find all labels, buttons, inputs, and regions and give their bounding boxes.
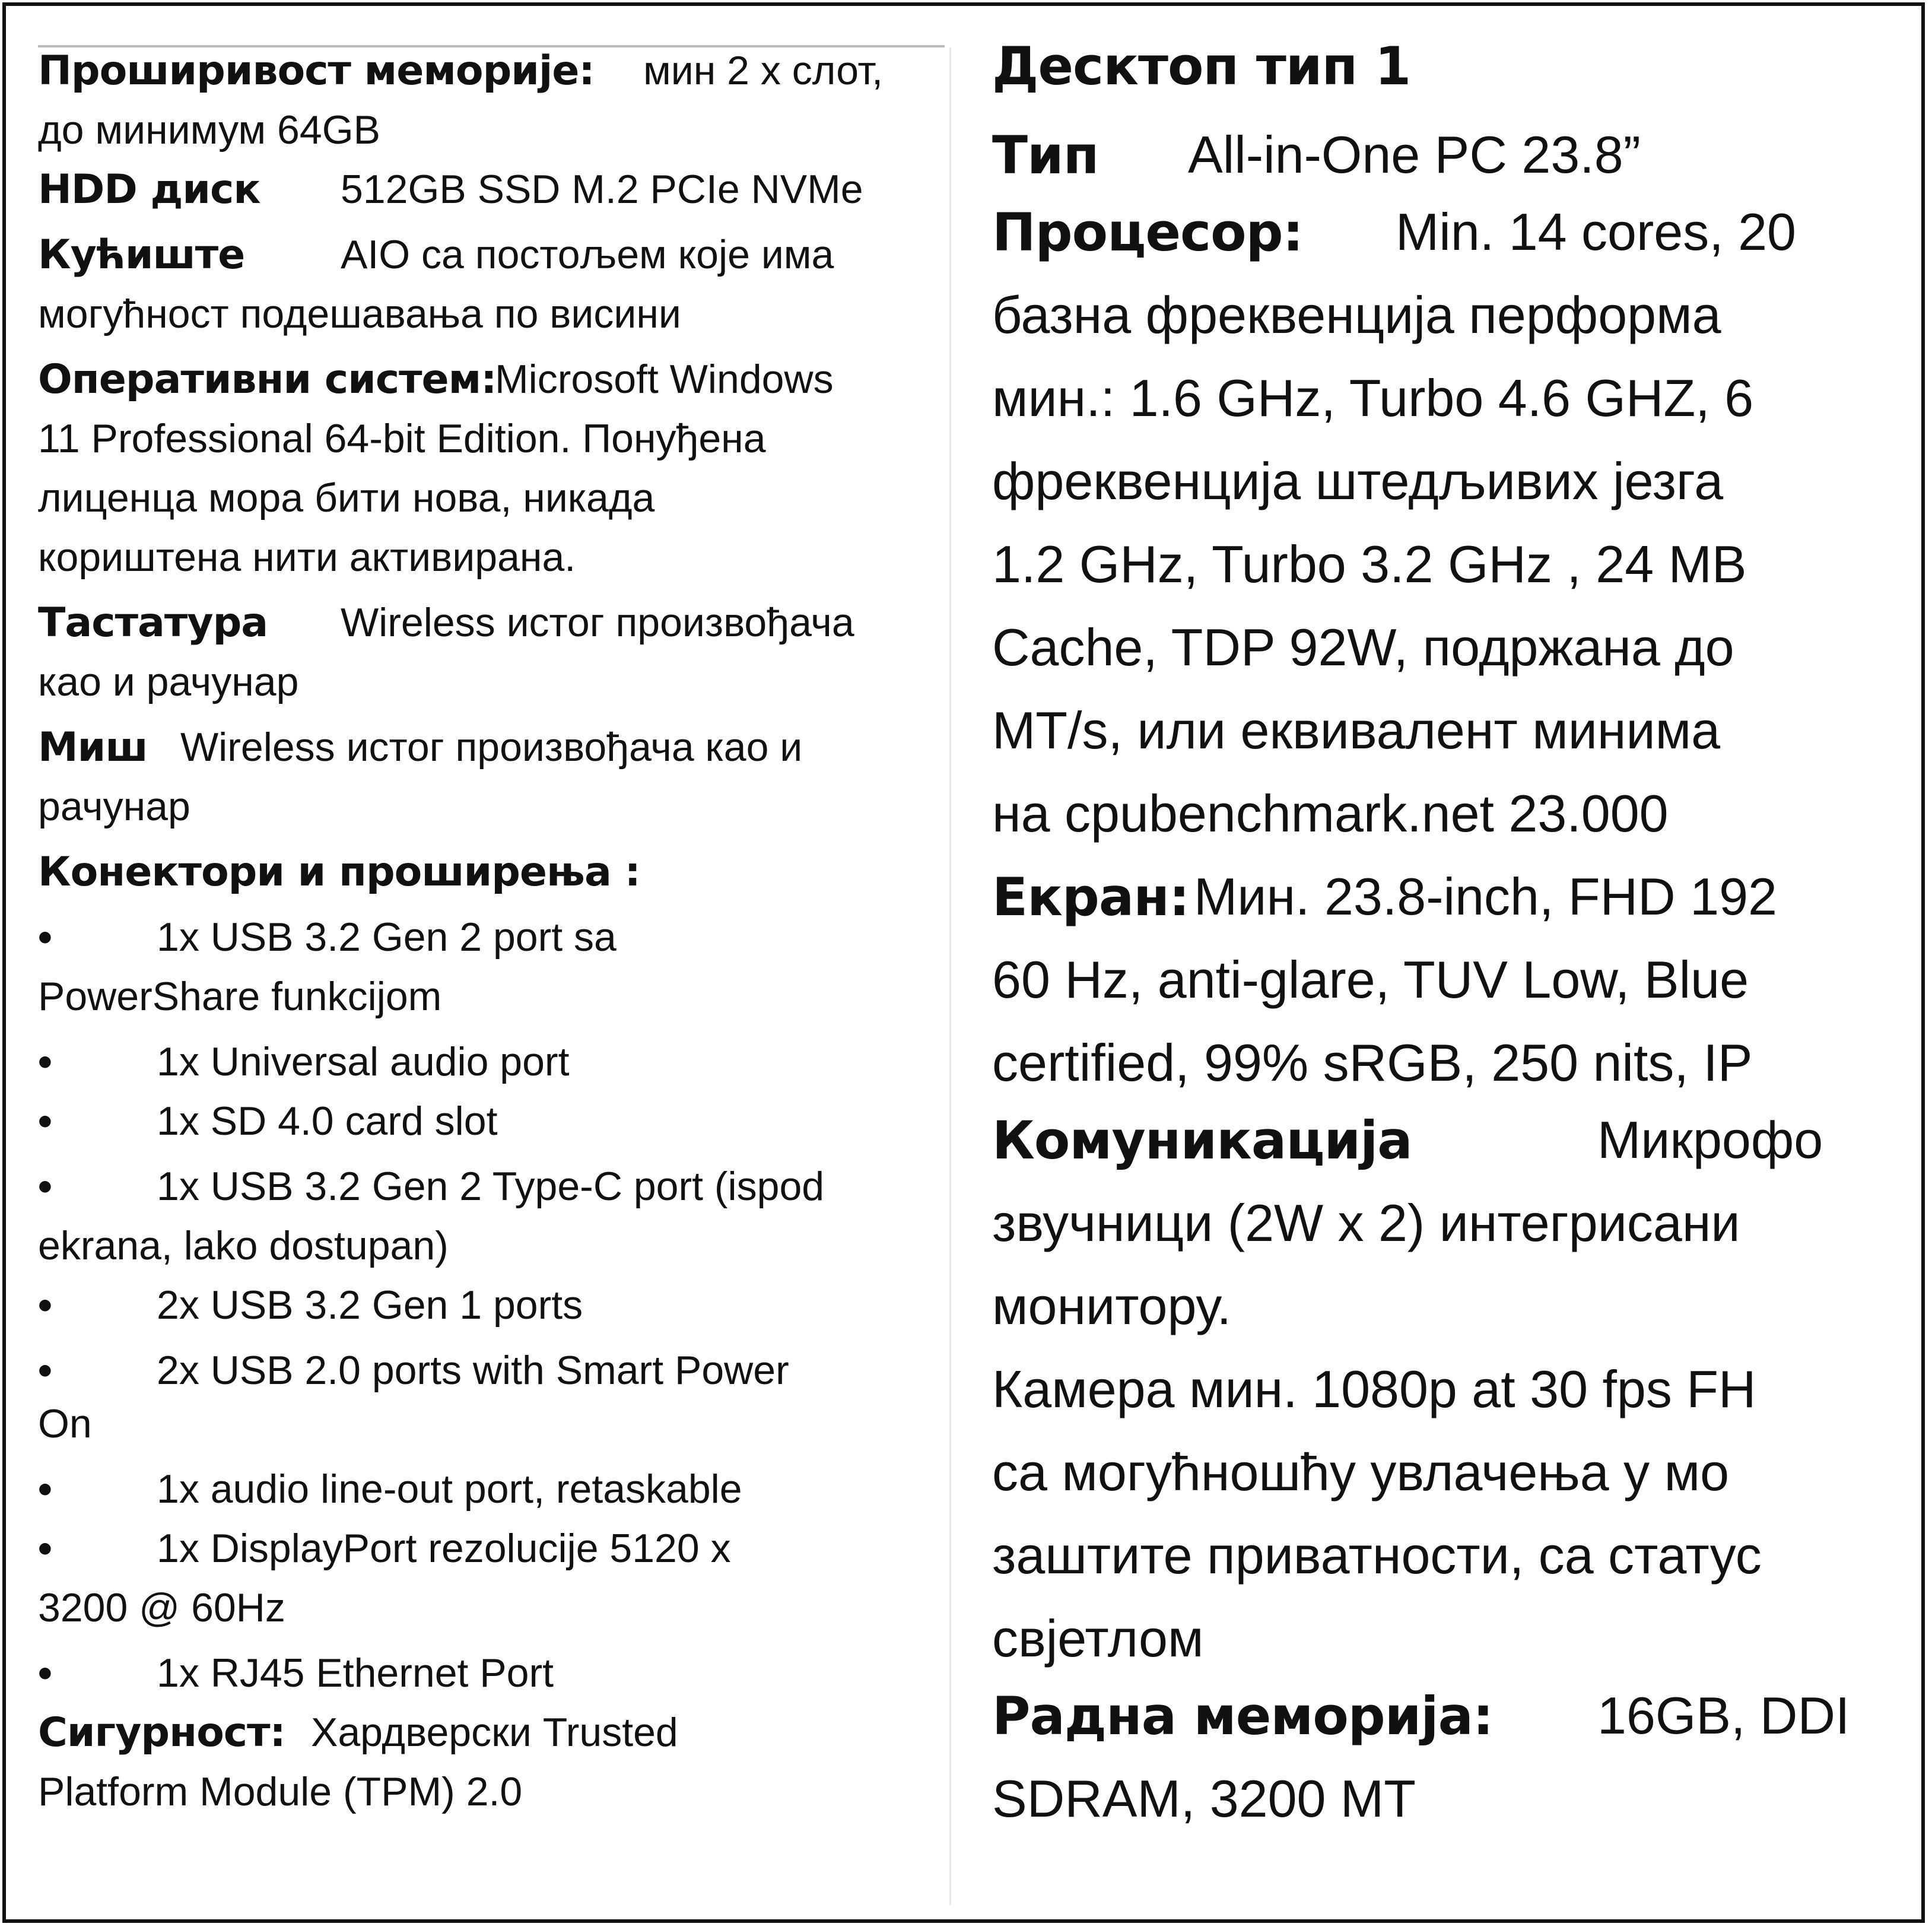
spec-label: HDD диск	[38, 166, 260, 213]
spec-line	[38, 231, 834, 288]
spec-text: звучници (2W x 2) интегрисани	[992, 1193, 1740, 1252]
bullet-icon: •	[38, 1348, 52, 1393]
spec-text: 2x USB 2.0 ports with Smart Power	[157, 1348, 789, 1393]
spec-text: лиценца мора бити нова, никада	[38, 475, 655, 520]
spec-label: Кућиште	[38, 231, 245, 278]
spec-line	[38, 599, 854, 656]
left-spec-column	[38, 47, 945, 1899]
spec-line	[38, 724, 803, 781]
spec-line	[992, 36, 1410, 113]
spec-label: Тастатура	[38, 599, 268, 646]
spec-line	[38, 475, 654, 532]
spec-text: на cpubenchmark.net 23.000	[992, 784, 1669, 843]
spec-line	[38, 849, 640, 906]
spec-line	[38, 914, 617, 971]
spec-line	[992, 1359, 1756, 1436]
spec-line	[992, 1110, 1823, 1187]
bullet-icon: •	[38, 1466, 52, 1512]
spec-line	[38, 973, 441, 1030]
spec-line	[992, 1193, 1740, 1270]
spec-text: Wireless истог произвођача као и	[180, 725, 803, 770]
spec-text: Platform Module (TPM) 2.0	[38, 1769, 523, 1814]
bullet-icon: •	[38, 1526, 52, 1571]
spec-label: Процесор:	[992, 202, 1303, 263]
spec-line	[38, 1466, 742, 1523]
spec-line	[992, 1276, 1231, 1353]
spec-text: мин 2 х слот,	[643, 48, 884, 93]
spec-line	[992, 1033, 1752, 1110]
spec-line	[38, 1223, 449, 1280]
bullet-icon: •	[38, 1039, 52, 1084]
spec-line	[38, 107, 380, 164]
spec-text: 16GB, DDI	[1597, 1686, 1850, 1745]
bullet-icon: •	[38, 1099, 52, 1144]
spec-line	[38, 356, 834, 413]
spec-text: Хардверски Trusted	[311, 1710, 678, 1755]
spec-text: монитору.	[992, 1277, 1232, 1335]
spec-line	[38, 659, 298, 716]
spec-line	[38, 1282, 583, 1339]
spec-text: мин.: 1.6 GHz, Turbo 4.6 GHZ, 6	[992, 369, 1754, 427]
spec-text: са могућношћу увлачења у мо	[992, 1443, 1730, 1502]
spec-text: до минимум 64GB	[38, 107, 380, 153]
spec-line	[992, 950, 1749, 1027]
spec-label: Десктоп тип 1	[992, 36, 1411, 97]
spec-line	[992, 783, 1669, 861]
spec-text: као и рачунар	[38, 659, 299, 704]
spec-text: 1x Universal audio port	[157, 1039, 570, 1084]
spec-text: 1x RJ45 Ethernet Port	[157, 1650, 554, 1696]
spec-text: 1.2 GHz, Turbo 3.2 GHz , 24 MB	[992, 535, 1747, 593]
spec-text: AIO са постољем које има	[341, 232, 834, 277]
spec-line	[38, 534, 576, 591]
scan-column-divider	[949, 47, 951, 1905]
spec-label: Проширивост меморије:	[38, 47, 595, 94]
spec-label: Оперативни систем:	[38, 356, 497, 403]
spec-text: кориштена нити активирана.	[38, 535, 576, 580]
spec-line	[992, 866, 1777, 944]
spec-line	[38, 1347, 789, 1404]
bullet-icon: •	[38, 915, 52, 960]
spec-text: фреквенција штедљивих језга	[992, 452, 1724, 510]
spec-text: заштите приватности, са статус	[992, 1526, 1762, 1585]
spec-text: могућност подешавања по висини	[38, 291, 681, 337]
bullet-icon: •	[38, 1164, 52, 1209]
spec-line	[38, 291, 681, 348]
spec-line	[38, 1585, 285, 1642]
spec-line	[38, 1098, 498, 1155]
spec-line	[992, 700, 1720, 777]
spec-text: Мин. 23.8-inch, FHD 192	[1194, 867, 1777, 926]
spec-line	[992, 1769, 1416, 1846]
spec-text: Микрофо	[1597, 1110, 1823, 1169]
bullet-icon: •	[38, 1650, 52, 1696]
spec-line	[992, 1525, 1762, 1602]
spec-text: 1x USB 3.2 Gen 2 port sa	[157, 915, 617, 960]
spec-line	[992, 285, 1721, 362]
spec-text: 11 Professional 64-bit Edition. Понуђена	[38, 416, 766, 461]
spec-line	[38, 1163, 825, 1220]
spec-label: Радна меморија:	[992, 1685, 1494, 1747]
spec-text: 1x audio line-out port, retaskable	[157, 1466, 742, 1512]
spec-text: Wireless истог произвођача	[341, 600, 854, 645]
spec-line	[38, 1709, 678, 1766]
right-spec-column	[992, 36, 1895, 1899]
spec-line	[38, 783, 190, 840]
spec-label: Миш	[38, 724, 148, 771]
spec-text: MT/s, или еквивалент минима	[992, 701, 1721, 760]
spec-line	[38, 1769, 522, 1826]
spec-label: Тип	[992, 125, 1099, 186]
spec-text: All-in-One PC 23.8”	[1188, 125, 1641, 184]
spec-line	[38, 1401, 92, 1458]
spec-line	[38, 47, 884, 104]
spec-line	[38, 415, 766, 472]
spec-line	[992, 617, 1734, 694]
spec-text: свјетлом	[992, 1609, 1204, 1668]
spec-label: Екран:	[992, 866, 1190, 928]
spec-text: Microsoft Windows	[495, 357, 834, 402]
spec-label: Комуникација	[992, 1110, 1412, 1171]
spec-line	[38, 1039, 570, 1096]
spec-text: Cache, TDP 92W, подржана до	[992, 618, 1734, 677]
spec-text: 1x SD 4.0 card slot	[157, 1099, 498, 1144]
spec-line	[992, 1442, 1729, 1519]
spec-line	[992, 1608, 1203, 1685]
spec-text: Min. 14 cores, 20	[1396, 202, 1796, 261]
spec-text: рачунар	[38, 784, 190, 829]
spec-line	[38, 1525, 731, 1582]
spec-text: On	[38, 1401, 92, 1446]
spec-line	[992, 451, 1723, 528]
spec-text: 1x DisplayPort rezolucije 5120 x	[157, 1526, 731, 1571]
bullet-icon: •	[38, 1283, 52, 1328]
spec-line	[992, 125, 1641, 202]
spec-text: SDRAM, 3200 MT	[992, 1769, 1416, 1828]
spec-text: 60 Hz, anti-glare, TUV Low, Blue	[992, 950, 1749, 1009]
spec-text: 3200 @ 60Hz	[38, 1585, 285, 1630]
spec-line	[992, 534, 1747, 611]
spec-label: Конектори и проширења :	[38, 849, 640, 896]
spec-label: Сигурност:	[38, 1709, 285, 1756]
spec-text: 2x USB 3.2 Gen 1 ports	[157, 1283, 583, 1328]
spec-text: 512GB SSD M.2 PCIe NVMe	[341, 167, 863, 212]
spec-text: PowerShare funkcijom	[38, 974, 442, 1019]
spec-text: certified, 99% sRGB, 250 nits, IP	[992, 1033, 1753, 1092]
spec-text: базна фреквенција перформа	[992, 285, 1721, 344]
spec-text: ekrana, lako dostupan)	[38, 1223, 449, 1268]
spec-line	[38, 166, 863, 223]
spec-text: 1x USB 3.2 Gen 2 Type-C port (ispod	[157, 1164, 825, 1209]
spec-text: Камера мин. 1080p at 30 fps FH	[992, 1360, 1756, 1418]
spec-line	[38, 1650, 554, 1707]
spec-line	[992, 368, 1753, 445]
spec-line	[992, 202, 1796, 279]
spec-line	[992, 1685, 1850, 1763]
